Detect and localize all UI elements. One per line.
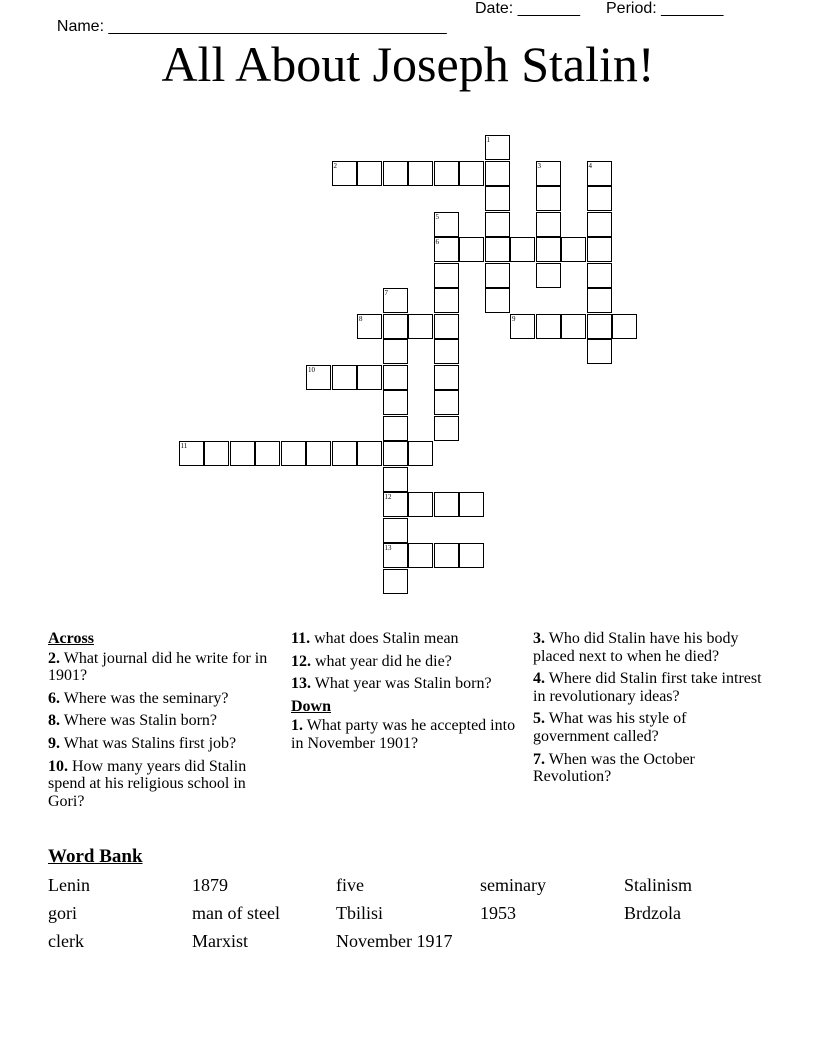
clue-number-label: 1 [486, 136, 490, 144]
crossword-cell[interactable] [536, 186, 561, 211]
name-field[interactable]: Name: ______________________________________ [56, 18, 447, 35]
word-bank [48, 876, 768, 950]
crossword-cell[interactable] [408, 314, 433, 339]
clue-number-label: 12 [384, 493, 392, 501]
word-bank-item: Stalinism [624, 875, 693, 895]
crossword-cell[interactable] [459, 237, 484, 262]
crossword-cell[interactable] [332, 365, 357, 390]
crossword-cell[interactable] [434, 390, 459, 415]
clue-number-label: 9 [512, 314, 516, 323]
crossword-cell[interactable] [536, 237, 561, 262]
crossword-cell[interactable] [357, 161, 382, 186]
crossword-cell[interactable] [383, 441, 408, 466]
clue-down-3: 3. Who did Stalin have his body placed next to when he died? [533, 630, 739, 665]
word-bank-item: man of steel [192, 903, 280, 923]
down-heading: Down [291, 697, 332, 715]
crossword-cell[interactable] [383, 314, 408, 339]
crossword-cell[interactable] [434, 416, 459, 441]
crossword-cell[interactable] [383, 365, 408, 390]
clues-column-1 [48, 630, 278, 815]
crossword-cell[interactable] [536, 212, 561, 237]
crossword-cell[interactable] [587, 263, 612, 288]
crossword-cell[interactable] [587, 186, 612, 211]
crossword-cell[interactable] [587, 314, 612, 339]
crossword-cell[interactable] [357, 441, 382, 466]
clue-down-5: 5. What was his style of government called? [533, 710, 687, 745]
crossword-cell[interactable] [434, 263, 459, 288]
crossword-cell[interactable] [357, 365, 382, 390]
crossword-cell[interactable] [536, 263, 561, 288]
crossword-cell[interactable] [383, 569, 408, 594]
crossword-cell[interactable] [612, 314, 637, 339]
word-bank-item: gori [48, 903, 77, 923]
crossword-cell[interactable] [434, 314, 459, 339]
crossword-cell[interactable] [459, 543, 484, 568]
crossword-cell[interactable] [510, 237, 535, 262]
crossword-cell[interactable] [459, 161, 484, 186]
clue-across-6: 6. Where was the seminary? [48, 689, 229, 707]
crossword-cell[interactable] [434, 365, 459, 390]
clue-number-label: 7 [384, 289, 388, 297]
clue-down-1: 1. What party was he accepted into in November 1901? [291, 717, 516, 752]
crossword-cell[interactable] [383, 416, 408, 441]
word-bank-item: Marxist [192, 931, 248, 951]
crossword-cell[interactable] [485, 263, 510, 288]
crossword-cell[interactable] [255, 441, 280, 466]
crossword-cell[interactable] [332, 441, 357, 466]
word-bank-item: 1879 [192, 875, 228, 895]
word-bank-item: November 1917 [336, 931, 453, 951]
clue-number-label: 4 [588, 161, 592, 170]
word-bank-item: Brdzola [624, 903, 681, 923]
crossword-cell[interactable] [459, 492, 484, 517]
crossword-cell[interactable] [204, 441, 229, 466]
clue-across-8: 8. Where was Stalin born? [48, 712, 217, 730]
crossword-cell[interactable] [485, 186, 510, 211]
crossword-cell[interactable] [561, 237, 586, 262]
clues-column-2 [291, 630, 521, 758]
crossword-cell[interactable] [408, 543, 433, 568]
word-bank-item: clerk [48, 931, 84, 951]
crossword-cell[interactable] [485, 288, 510, 313]
crossword-cell[interactable] [561, 314, 586, 339]
word-bank-item: seminary [480, 875, 546, 895]
crossword-cell[interactable] [408, 492, 433, 517]
crossword-cell[interactable] [587, 237, 612, 262]
page-title: All About Joseph Stalin! [161, 36, 655, 92]
word-bank-item: Lenin [48, 875, 90, 895]
clue-number-label: 5 [435, 212, 439, 221]
clues-column-3 [533, 630, 763, 791]
clue-across-13: 13. What year was Stalin born? [291, 675, 492, 693]
crossword-cell[interactable] [383, 518, 408, 543]
crossword-cell[interactable] [383, 467, 408, 492]
word-bank-title: Word Bank [48, 846, 143, 867]
word-bank-item: five [336, 875, 364, 895]
clue-number-label: 13 [384, 544, 392, 552]
crossword-cell[interactable] [587, 339, 612, 364]
clue-number-label: 3 [537, 161, 541, 170]
clue-across-12: 12. what year did he die? [291, 652, 452, 670]
crossword-cell[interactable] [485, 161, 510, 186]
clue-number-label: 10 [308, 365, 315, 374]
crossword-cell[interactable] [434, 288, 459, 313]
word-bank-item: 1953 [480, 903, 516, 923]
clue-down-7: 7. When was the October Revolution? [533, 750, 695, 786]
crossword-cell[interactable] [434, 339, 459, 364]
crossword-cell[interactable] [536, 314, 561, 339]
crossword-cell[interactable] [434, 161, 459, 186]
crossword-cell[interactable] [408, 441, 433, 466]
crossword-cell[interactable] [434, 492, 459, 517]
clue-across-9: 9. What was Stalins first job? [48, 734, 237, 752]
crossword-cell[interactable] [230, 441, 255, 466]
clue-number-label: 6 [435, 238, 439, 246]
crossword-cell[interactable] [383, 390, 408, 415]
clue-across-2: 2. What journal did he write for in 1901? [48, 649, 268, 685]
word-bank-item: Tbilisi [336, 903, 384, 923]
clue-number-label: 2 [333, 161, 337, 170]
clue-across-11: 11. what does Stalin mean [291, 630, 459, 647]
clue-number-label: 8 [359, 314, 363, 323]
crossword-cell[interactable] [306, 441, 331, 466]
clue-across-10: 10. How many years did Stalin spend at his religious school in Gori? [48, 757, 247, 810]
crossword-cell[interactable] [587, 212, 612, 237]
crossword-cell[interactable] [434, 543, 459, 568]
crossword-cell[interactable] [281, 441, 306, 466]
date-field[interactable]: Date: _______ [475, 0, 580, 17]
across-heading: Across [48, 630, 94, 647]
clue-number-label: 11 [180, 442, 188, 450]
crossword-cell[interactable] [485, 212, 510, 237]
crossword-cell[interactable] [485, 237, 510, 262]
crossword-cell[interactable] [383, 161, 408, 186]
clue-down-4: 4. Where did Stalin first take intrest in revolutionary ideas? [533, 670, 762, 705]
crossword-cell[interactable] [587, 288, 612, 313]
period-field[interactable]: Period: _______ [606, 0, 724, 17]
crossword-cell[interactable] [408, 161, 433, 186]
crossword-cell[interactable] [383, 339, 408, 364]
